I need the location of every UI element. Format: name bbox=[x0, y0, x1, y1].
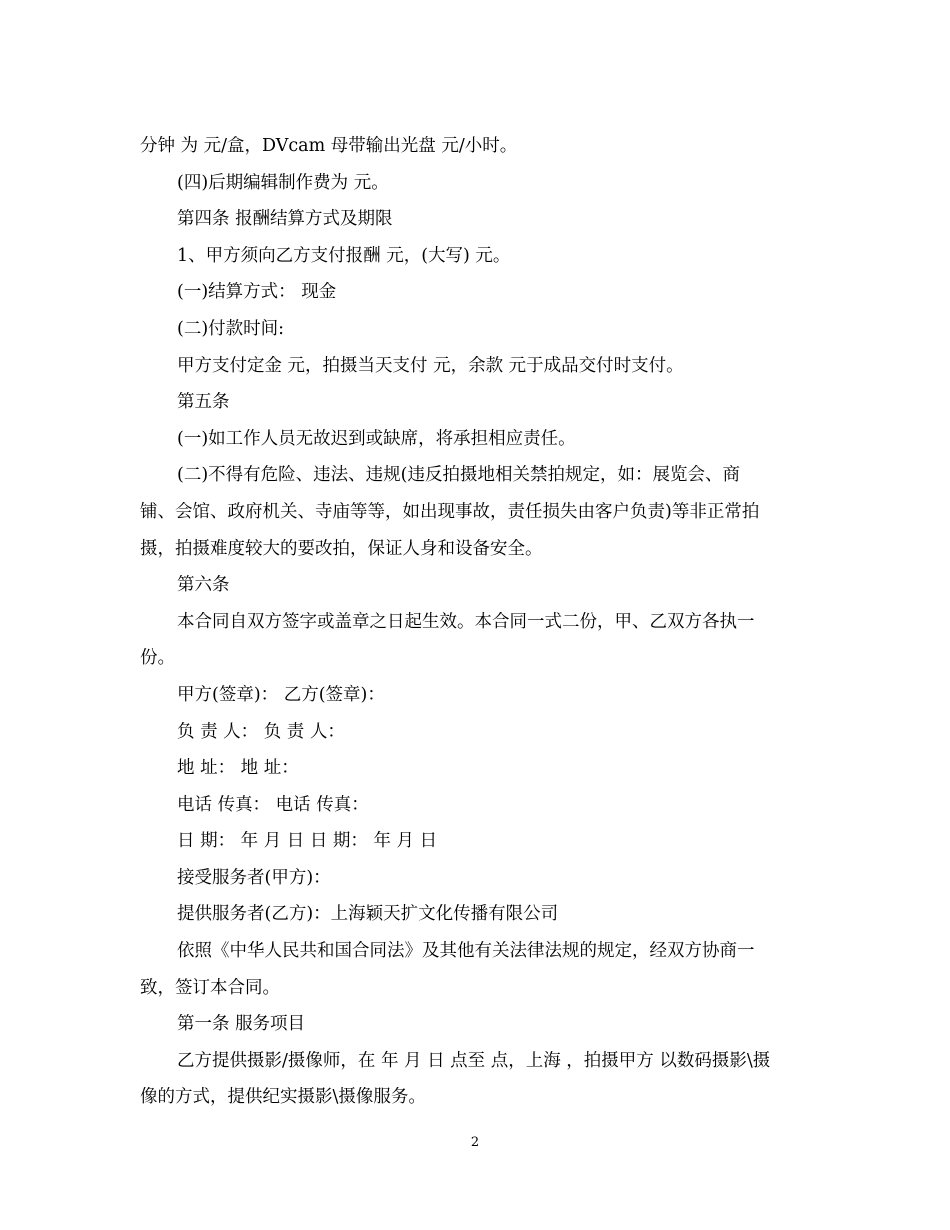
text-line: 致，签订本合同。 bbox=[140, 977, 280, 998]
text-line: 铺、会馆、政府机关、寺庙等等，如出现事故，责任损失由客户负责)等非正常拍 bbox=[140, 501, 760, 522]
text-line: 像的方式，提供纪实摄影\摄像服务。 bbox=[140, 1087, 426, 1108]
text-line: 第五条 bbox=[177, 392, 230, 413]
text-line: (二)付款时间: bbox=[177, 318, 285, 339]
text-line: 地 址： 地 址： bbox=[177, 758, 299, 779]
page-number: 2 bbox=[470, 1135, 480, 1150]
text-line: 第四条 报酬结算方式及期限 bbox=[177, 209, 393, 230]
text-line: 1、甲方须向乙方支付报酬 元，(大写) 元。 bbox=[177, 245, 511, 266]
text-line: 乙方提供摄影/摄像师，在 年 月 日 点至 点，上海 ，拍摄甲方 以数码摄影\摄 bbox=[177, 1050, 771, 1071]
text-line: 分钟 为 元/盒，DVcam 母带输出光盘 元/小时。 bbox=[140, 136, 518, 156]
text-line: 甲方(签章)： 乙方(签章)： bbox=[177, 684, 385, 705]
text-line: (一)如工作人员无故迟到或缺席，将承担相应责任。 bbox=[177, 428, 576, 449]
document-body bbox=[140, 128, 812, 1116]
text-line: 提供服务者(乙方)：上海颖天扩文化传播有限公司 bbox=[177, 904, 559, 925]
text-line: 接受服务者(甲方)： bbox=[177, 867, 331, 888]
text-line: 甲方支付定金 元，拍摄当天支付 元，余款 元于成品交付时支付。 bbox=[177, 355, 684, 376]
text-line: 第六条 bbox=[177, 575, 230, 596]
text-line: (一)结算方式： 现金 bbox=[177, 282, 337, 303]
text-line: 份。 bbox=[140, 648, 175, 669]
text-line: 第一条 服务项目 bbox=[177, 1014, 306, 1035]
text-line: (四)后期编辑制作费为 元。 bbox=[177, 172, 389, 193]
text-line: 摄，拍摄难度较大的要改拍，保证人身和设备安全。 bbox=[140, 538, 543, 559]
text-line: 负 责 人： 负 责 人： bbox=[177, 721, 345, 742]
text-line: 日 期： 年 月 日 日 期： 年 月 日 bbox=[177, 831, 438, 852]
text-line: 电话 传真： 电话 传真： bbox=[177, 794, 369, 815]
text-line: 依照《中华人民共和国合同法》及其他有关法律法规的规定，经双方协商一 bbox=[177, 941, 755, 962]
text-line: 本合同自双方签字或盖章之日起生效。本合同一式二份，甲、乙双方各执一 bbox=[177, 611, 755, 632]
text-line: (二)不得有危险、违法、违规(违反拍摄地相关禁拍规定，如：展览会、商 bbox=[177, 465, 740, 486]
